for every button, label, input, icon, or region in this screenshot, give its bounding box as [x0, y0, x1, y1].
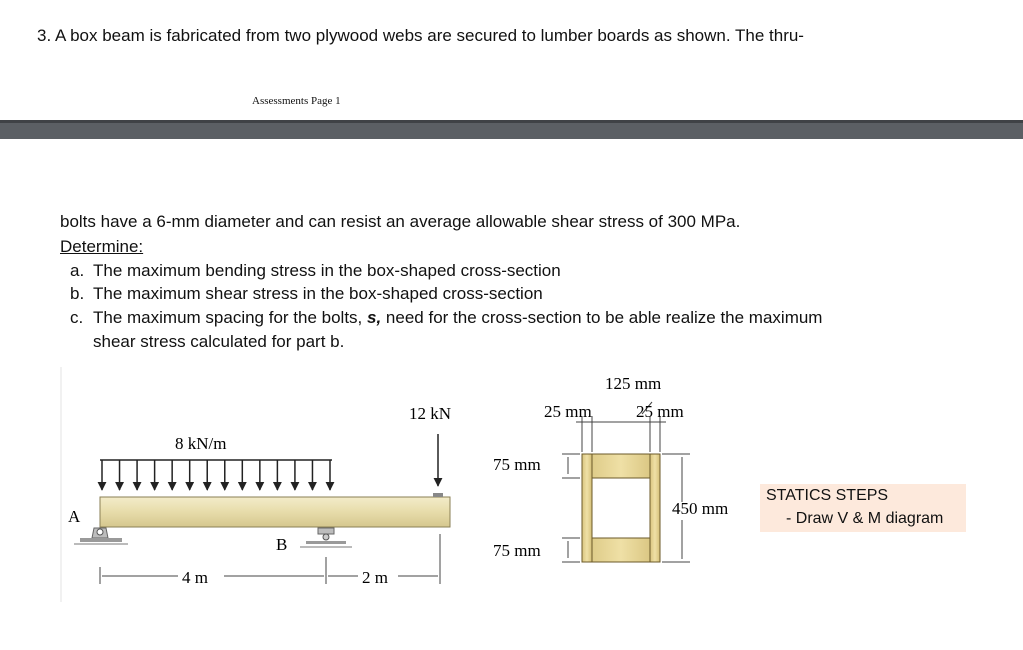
flange-bottom-label: 75 mm: [493, 541, 541, 560]
beam-figure: [60, 362, 750, 607]
load-plate: [433, 493, 443, 497]
section-width-label: 125 mm: [605, 374, 662, 393]
item-c-continuation: shear stress calculated for part b.: [93, 332, 345, 351]
item-a: [70, 261, 561, 281]
item-c: [70, 308, 822, 328]
item-c-text-post: need for the cross-section to be able realize the maximum: [381, 308, 823, 327]
span-dimension: [100, 534, 440, 584]
page-label: Assessments Page 1: [252, 95, 341, 107]
item-a-text: The maximum bending stress in the box-shaped cross-section: [93, 261, 561, 280]
section-height-label: 450 mm: [672, 499, 729, 518]
web-left-label: 25 mm: [544, 402, 592, 421]
statics-steps-title: STATICS STEPS: [766, 487, 889, 504]
statics-steps-note: [760, 484, 966, 532]
support-a-pin: [74, 528, 128, 544]
support-b-roller: [300, 528, 352, 547]
dim-left-label: 4 m: [182, 568, 208, 587]
item-b-letter: b.: [70, 284, 85, 303]
point-load-label: 12 kN: [409, 404, 452, 423]
determine-heading: Determine:: [60, 237, 144, 256]
dim-right-label: 2 m: [362, 568, 388, 587]
item-b-text: The maximum shear stress in the box-shaped cross-section: [93, 284, 543, 303]
question-continuation: bolts have a 6-mm diameter and can resist an average allowable shear stress of 300 MPa.: [60, 212, 741, 231]
support-b-label: B: [276, 535, 288, 554]
item-a-letter: a.: [70, 261, 85, 280]
item-c-text-pre: The maximum spacing for the bolts,: [93, 308, 368, 327]
box-cross-section: [582, 454, 660, 562]
beam: [100, 497, 450, 527]
dist-load-arrows: [100, 460, 332, 490]
item-c-letter: c.: [70, 308, 84, 327]
statics-step-item: - Draw V & M diagram: [786, 510, 944, 527]
item-c-var: s,: [367, 308, 382, 327]
web-right-label: 25 mm: [636, 402, 684, 421]
item-b: [70, 284, 543, 304]
support-a-label: A: [68, 507, 81, 526]
page-divider-edge: [0, 120, 1023, 123]
question-intro: 3. A box beam is fabricated from two plywood webs are secured to lumber boards as shown. The thru-: [37, 26, 804, 45]
dist-load-label: 8 kN/m: [175, 434, 227, 453]
flange-top-label: 75 mm: [493, 455, 541, 474]
